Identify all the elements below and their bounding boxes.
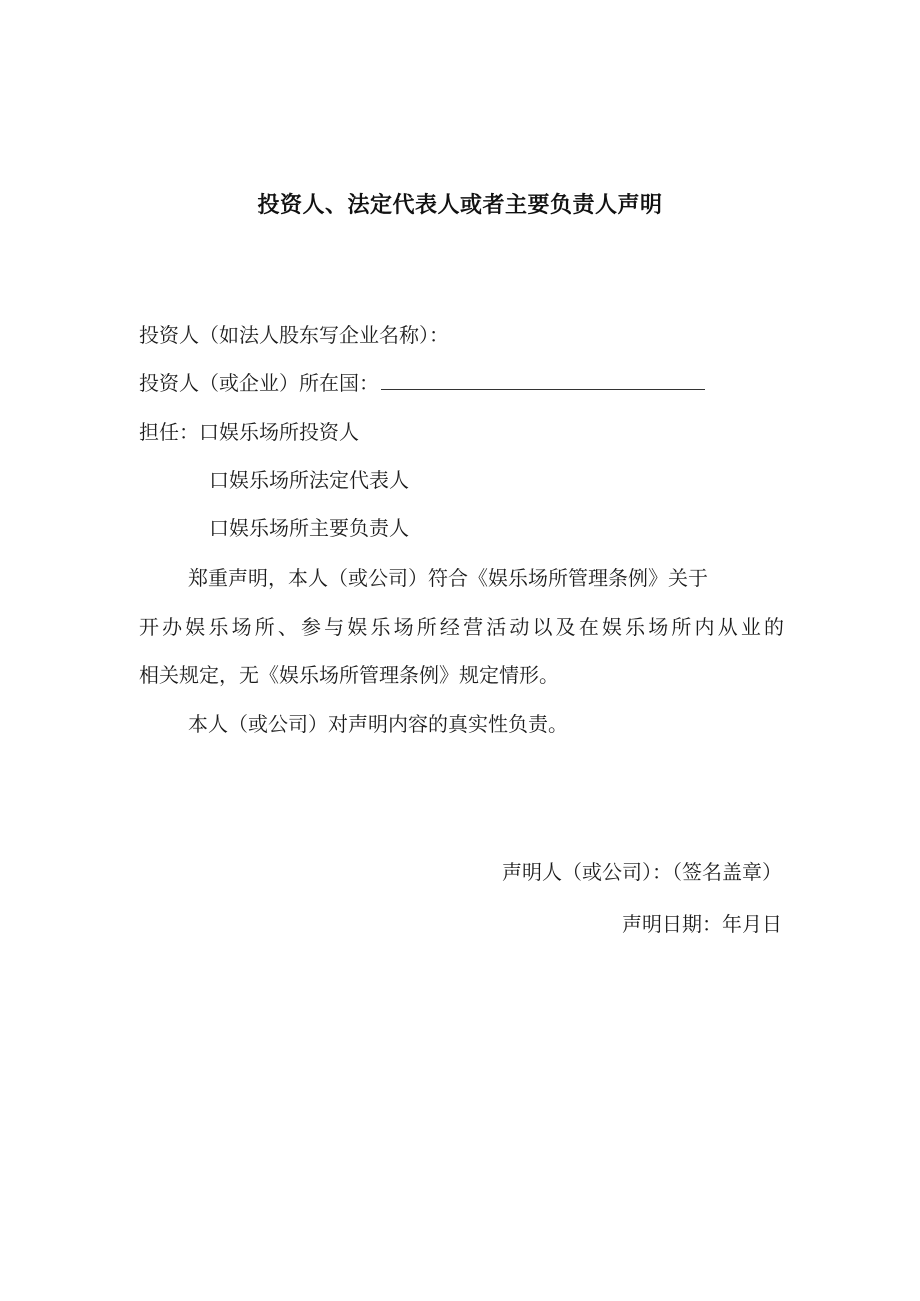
role-label: 担任： <box>139 420 199 444</box>
role-option-label: 娱乐场所主要负责人 <box>229 516 409 540</box>
declaration-line-1: 郑重声明，本人（或公司）符合《娱乐场所管理条例》关于 <box>188 566 708 590</box>
role-option-investor[interactable] <box>139 418 359 446</box>
declaration-date-line: 声明日期：年月日 <box>622 912 782 936</box>
declarant-signature-line: 声明人（或公司）：（签名盖章） <box>502 860 782 884</box>
role-option-label: 娱乐场所法定代表人 <box>229 468 409 492</box>
document-title: 投资人、法定代表人或者主要负责人声明 <box>257 193 663 218</box>
checkbox-icon[interactable]: 口 <box>209 468 229 492</box>
investor-country-line <box>139 369 705 397</box>
country-blank-field[interactable] <box>381 369 705 390</box>
declaration-line-2: 开办娱乐场所、参与娱乐场所经营活动以及在娱乐场所内从业的 <box>139 615 784 639</box>
role-option-principal[interactable] <box>209 514 409 542</box>
investor-country-label: 投资人（或企业）所在国： <box>139 371 379 395</box>
declaration-line-3: 相关规定，无《娱乐场所管理条例》规定情形。 <box>139 663 559 687</box>
role-option-label: 娱乐场所投资人 <box>219 420 359 444</box>
responsibility-statement: 本人（或公司）对声明内容的真实性负责。 <box>188 712 568 736</box>
investor-name-label: 投资人（如法人股东写企业名称）： <box>139 323 449 347</box>
checkbox-icon[interactable]: 口 <box>199 420 219 444</box>
role-option-legal-representative[interactable] <box>209 466 409 494</box>
investor-name-line <box>139 321 449 349</box>
checkbox-icon[interactable]: 口 <box>209 516 229 540</box>
